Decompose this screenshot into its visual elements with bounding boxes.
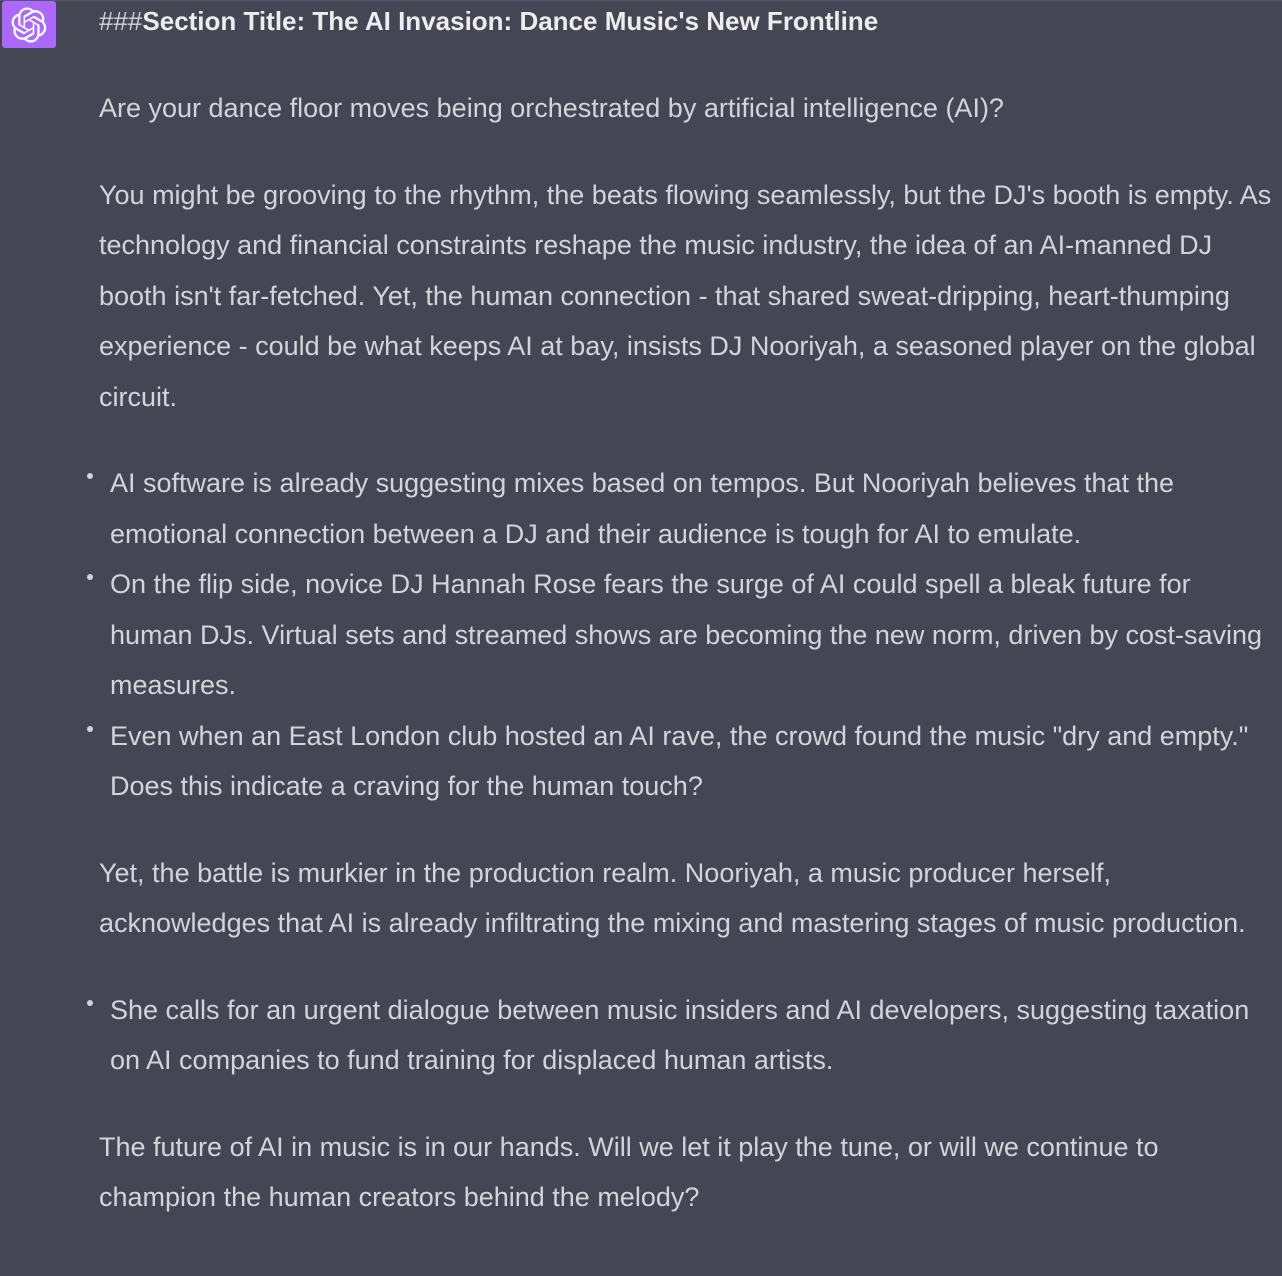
paragraph: Yet, the battle is murkier in the production realm. Nooriyah, a music producer herself, acknowledges that AI is already infiltrating the mixing and mastering stages of music production. [99, 857, 1246, 938]
paragraph: You might be grooving to the rhythm, the beats flowing seamlessly, but the DJ's booth is empty. As technology and financial constraints reshape the music industry, the idea of an AI-manned DJ booth isn't far-fetched. Yet, the human connection - that shared sweat-dripping, heart-thumping experience - could be what keeps AI at bay, insists DJ Nooriyah, a seasoned player on the global circuit. [99, 179, 1272, 412]
bullet-list [99, 985, 1274, 1086]
openai-logo-icon [11, 7, 47, 43]
paragraph: Are your dance floor moves being orchestrated by artificial intelligence (AI)? [99, 93, 1004, 123]
section-heading [99, 0, 1274, 42]
bullet-list [99, 458, 1274, 812]
heading-title: Section Title: The AI Invasion: Dance Music's New Frontline [142, 6, 879, 36]
list-item: AI software is already suggesting mixes based on tempos. But Nooriyah believes that the emotional connection between a DJ and their audience is tough for AI to emulate. [99, 458, 1274, 559]
list-item: On the flip side, novice DJ Hannah Rose fears the surge of AI could spell a bleak future for human DJs. Virtual sets and streamed shows are becoming the new norm, driven by cost-saving measures. [99, 559, 1274, 711]
paragraph: The future of AI in music is in our hands. Will we let it play the tune, or will we continue to champion the human creators behind the melody? [99, 1131, 1159, 1212]
list-item: Even when an East London club hosted an AI rave, the crowd found the music "dry and empty." Does this indicate a craving for the human touch? [99, 711, 1274, 812]
list-item: She calls for an urgent dialogue between music insiders and AI developers, suggesting taxation on AI companies to fund training for displaced human artists. [99, 985, 1274, 1086]
heading-prefix: ### [99, 6, 143, 36]
message-content [99, 0, 1274, 1223]
assistant-avatar [2, 1, 56, 48]
